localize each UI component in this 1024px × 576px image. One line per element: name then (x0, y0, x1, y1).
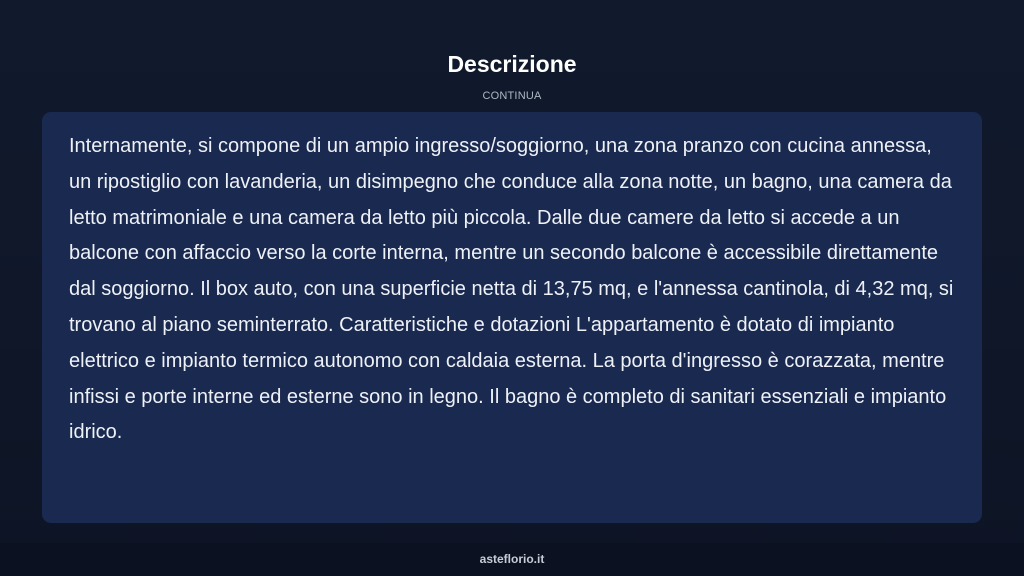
description-text: Internamente, si compone di un ampio ingresso/soggiorno, una zona pranzo con cucina annessa, un ripostiglio con lavanderia, un disimpegno che conduce alla zona notte, un bagno, una camera da letto matrimoniale e una camera da letto più piccola. Dalle due camere da letto si accede a un balcone con affaccio verso la corte interna, mentre un secondo balcone è accessibile direttamente dal soggiorno. Il box auto, con una superficie netta di 13,75 mq, e l'annessa cantinola, di 4,32 mq, si trovano al piano seminterrato. Caratteristiche e dotazioni L'appartamento è dotato di impianto elettrico e impianto termico autonomo con caldaia esterna. La porta d'ingresso è corazzata, mentre infissi e porte interne ed esterne sono in legno. Il bagno è completo di sanitari essenziali e impianto idrico. (69, 135, 954, 444)
page-title: Descrizione (447, 51, 577, 77)
footer-bar (0, 543, 1024, 576)
description-card (42, 112, 982, 523)
continue-label: CONTINUA (482, 90, 542, 102)
footer-site-name: asteflorio.it (479, 552, 545, 566)
